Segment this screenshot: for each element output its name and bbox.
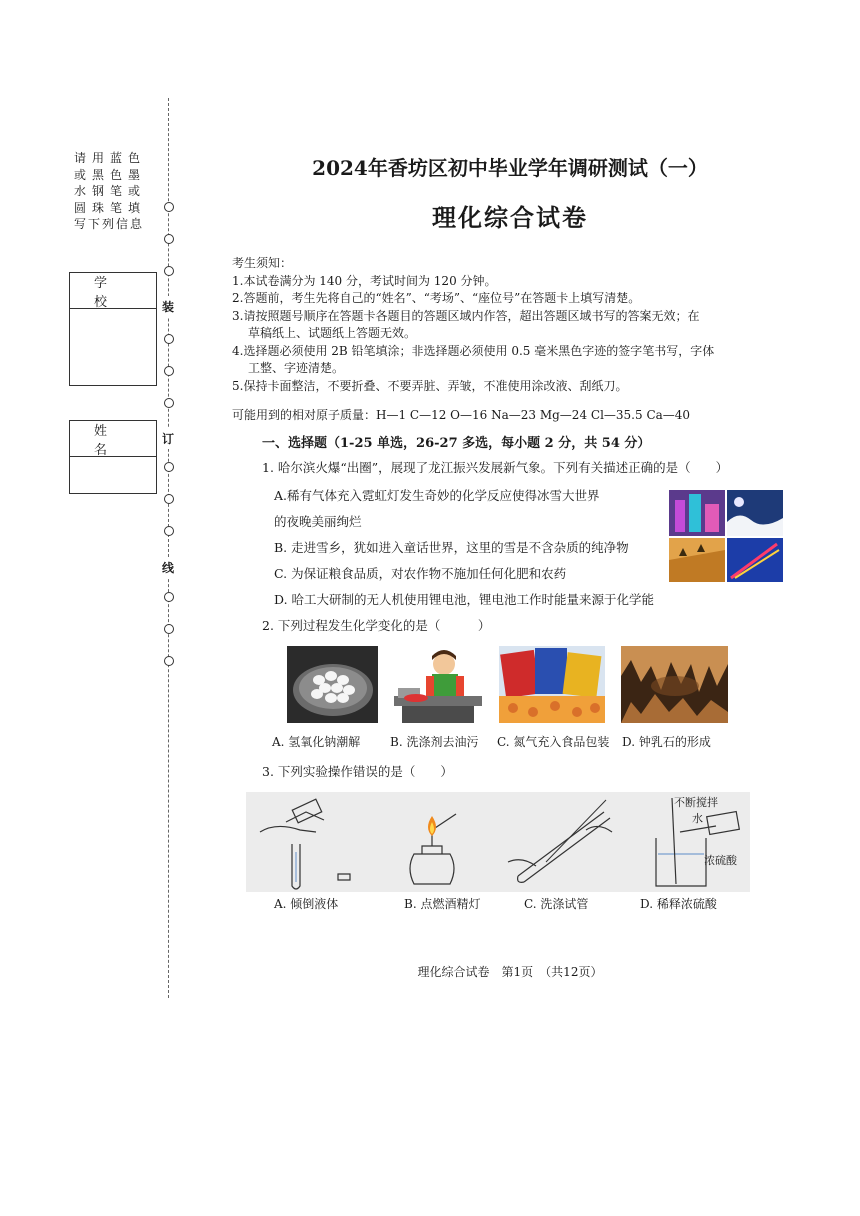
exam-title: 2024年香坊区初中毕业学年调研测试（一） <box>312 156 708 180</box>
name-field[interactable] <box>70 457 156 491</box>
question-3-caption-d: D. 稀释浓硫酸 <box>640 897 717 911</box>
note-item: 工整、字迹清楚。 <box>248 361 345 375</box>
binding-hole-icon <box>164 624 174 634</box>
instruction-line: 请用蓝色 <box>74 151 147 165</box>
binding-hole-icon <box>164 334 174 344</box>
question-1-option-b: B. 走进雪乡，犹如进入童话世界，这里的雪是不含杂质的纯净物 <box>274 540 629 555</box>
question-3-stem: 3. 下列实验操作错误的是（ ） <box>262 764 453 779</box>
binding-hole-icon <box>164 656 174 666</box>
candidate-notes <box>232 255 792 395</box>
lab-operations-figure <box>246 792 750 892</box>
note-item: 4.选择题必须使用 2B 铅笔填涂；非选择题必须使用 0.5 毫米黑色字迹的签字笔书写，字体 <box>232 343 715 358</box>
question-2-stem: 2. 下列过程发生化学变化的是（ ） <box>262 618 491 633</box>
instruction-note <box>74 150 154 233</box>
atomic-masses: 可能用到的相对原子质量：H—1 C—12 O—16 Na—23 Mg—24 Cl—35.5 Ca—40 <box>232 408 691 422</box>
question-2-caption-a: A. 氢氧化钠潮解 <box>272 735 361 749</box>
name-box <box>69 420 157 494</box>
note-item: 1.本试卷满分为 140 分，考试时间为 120 分钟。 <box>232 273 497 288</box>
binding-hole-icon <box>164 526 174 536</box>
binding-char: 装 <box>162 296 174 317</box>
question-1-option-a: A.稀有气体充入霓虹灯发生奇妙的化学反应使得冰雪大世界 <box>274 488 600 503</box>
question-2-caption-c: C. 氮气充入食品包装 <box>497 735 610 749</box>
washing-dishes-illustration <box>388 646 488 723</box>
note-item: 3.请按照题号顺序在答题卡各题目的答题区域内作答，超出答题区域书写的答案无效；在 <box>232 308 700 323</box>
stalactite-cave-photo <box>621 646 728 723</box>
binding-hole-icon <box>164 592 174 602</box>
binding-hole-icon <box>164 234 174 244</box>
instruction-line: 圆珠笔填 <box>74 200 147 215</box>
binding-hole-icon <box>164 366 174 376</box>
exam-subtitle: 理化综合试卷 <box>432 203 588 232</box>
binding-char: 订 <box>162 428 174 449</box>
note-item: 草稿纸上、试题纸上答题无效。 <box>248 326 417 340</box>
name-label: 姓 名 <box>70 421 156 457</box>
instruction-line: 或黑色墨 <box>74 167 147 182</box>
question-3-caption-a: A. 倾倒液体 <box>274 897 339 911</box>
question-2-caption-b: B. 洗涤剂去油污 <box>390 735 479 749</box>
label-water: 水 <box>692 812 703 825</box>
section-title: 一、选择题（1-25 单选，26-27 多选，每小题 2 分，共 54 分） <box>262 436 651 451</box>
question-3-caption-b: B. 点燃酒精灯 <box>404 897 481 911</box>
question-1-stem: 1. 哈尔滨火爆“出圈”，展现了龙江振兴发展新气象。下列有关描述正确的是（ ） <box>262 460 729 475</box>
school-box <box>69 272 157 386</box>
harbin-photo-collage <box>669 490 783 582</box>
question-1-option-c: C. 为保证粮食品质，对农作物不施加任何化肥和农药 <box>274 566 567 581</box>
note-item: 2.答题前，考生先将自己的“姓名”、“考场”、“座位号”在答题卡上填写清楚。 <box>232 291 641 305</box>
page-footer: 理化综合试卷 第1页 （共12页） <box>417 965 603 979</box>
binding-hole-icon <box>164 202 174 212</box>
label-stir: 不断搅拌 <box>674 796 718 809</box>
note-item: 5.保持卡面整洁，不要折叠、不要弄脏、弄皱，不准使用涂改液、刮纸刀。 <box>232 378 628 393</box>
binding-dashed-line <box>168 98 169 998</box>
binding-char: 线 <box>162 557 174 578</box>
question-3-caption-c: C. 洗涤试管 <box>524 897 589 911</box>
binding-hole-icon <box>164 266 174 276</box>
binding-hole-icon <box>164 494 174 504</box>
notes-heading: 考生须知： <box>232 256 293 270</box>
naoh-pellets-photo <box>287 646 378 723</box>
binding-hole-icon <box>164 398 174 408</box>
instruction-line: 水钢笔或 <box>74 184 147 198</box>
question-1-option-a-cont: 的夜晚美丽绚烂 <box>274 514 362 529</box>
binding-hole-icon <box>164 462 174 472</box>
label-acid: 浓硫酸 <box>704 854 737 867</box>
instruction-line: 写下列信息 <box>74 217 145 231</box>
school-field[interactable] <box>70 309 156 383</box>
food-packaging-photo <box>499 646 605 723</box>
question-1-option-d: D. 哈工大研制的无人机使用锂电池，锂电池工作时能量来源于化学能 <box>274 592 655 607</box>
school-label: 学 校 <box>70 273 156 309</box>
question-2-caption-d: D. 钟乳石的形成 <box>622 735 711 749</box>
